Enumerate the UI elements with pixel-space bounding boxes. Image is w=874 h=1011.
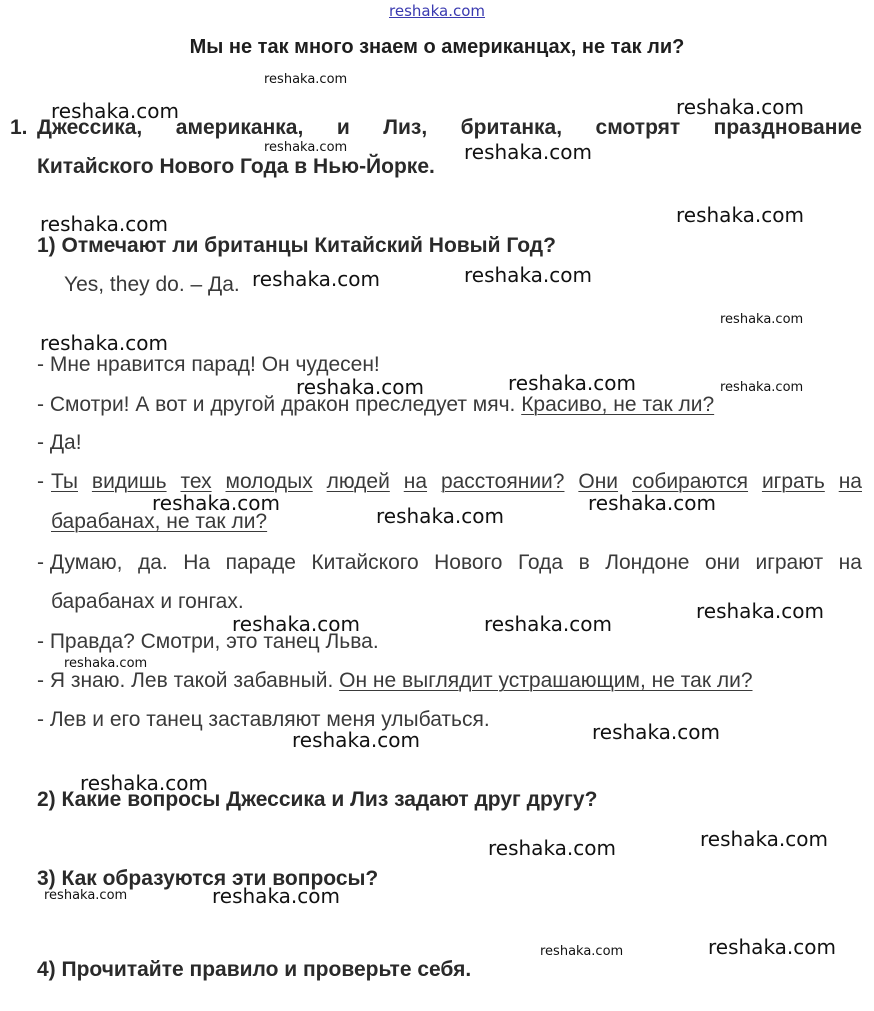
word: на <box>403 470 428 493</box>
watermark: reshaka.com <box>508 371 636 395</box>
word: Китайского <box>311 551 419 574</box>
intro-word: американка, <box>175 116 304 139</box>
dialogue-line-3: - Да! <box>37 431 82 454</box>
dialogue-line-7 <box>37 669 753 693</box>
word: Года <box>517 551 564 574</box>
word: они <box>704 551 740 574</box>
dialogue-line-6: - Правда? Смотри, это танец Льва. <box>37 630 379 653</box>
watermark: reshaka.com <box>676 203 804 227</box>
watermark: reshaka.com <box>464 140 592 164</box>
word: Лондоне <box>605 551 690 574</box>
watermark: reshaka.com <box>51 99 179 123</box>
watermark: reshaka.com <box>708 935 836 959</box>
word: расстоянии? <box>440 470 565 493</box>
dialogue-line-5-cont: барабанах и гонгах. <box>51 590 244 613</box>
word: людей <box>326 470 390 493</box>
word: в <box>578 551 590 574</box>
task-number: 1. <box>10 116 28 139</box>
dialogue-line-8: - Лев и его танец заставляют меня улыбаться. <box>37 708 490 731</box>
watermark: reshaka.com <box>484 612 612 636</box>
site-header-link[interactable]: reshaka.com <box>389 2 485 20</box>
word: на <box>838 470 862 493</box>
watermark: reshaka.com <box>44 888 128 903</box>
watermark: reshaka.com <box>292 728 420 752</box>
word: играть <box>761 470 825 493</box>
question-2: 2) Какие вопросы Джессика и Лиз задают друг другу? <box>37 788 598 811</box>
watermark: reshaka.com <box>152 491 280 515</box>
watermark: reshaka.com <box>296 375 424 399</box>
watermark: reshaka.com <box>40 331 168 355</box>
intro-word: и <box>336 116 350 139</box>
dialogue-line-4-cont: барабанах, не так ли? <box>51 510 268 533</box>
question-1: 1) Отмечают ли британцы Китайский Новый Год? <box>37 234 556 257</box>
word: Нового <box>434 551 503 574</box>
page-title: Мы не так много знаем о американцах, не так ли? <box>189 36 685 58</box>
dialogue-line-1: - Мне нравится парад! Он чудесен! <box>37 353 380 376</box>
word: играют <box>755 551 824 574</box>
watermark: reshaka.com <box>40 212 168 236</box>
word: на <box>838 551 862 574</box>
watermark: reshaka.com <box>588 491 716 515</box>
watermark: reshaka.com <box>80 771 208 795</box>
watermark: reshaka.com <box>676 95 804 119</box>
intro-word: Лиз, <box>383 116 428 139</box>
dialogue-text: - Смотри! А вот и другой дракон преследует мяч. <box>37 393 522 416</box>
word: Они <box>578 470 619 493</box>
word: да. <box>137 551 168 574</box>
question-4: 4) Прочитайте правило и проверьте себя. <box>37 958 472 981</box>
word: - Думаю, <box>37 551 123 574</box>
word: молодых <box>225 470 313 493</box>
intro-word: Джессика, <box>37 116 143 139</box>
word: видишь <box>91 470 167 493</box>
watermark: reshaka.com <box>696 599 824 623</box>
answer-1: Yes, they do. – Да. <box>64 273 240 296</box>
watermark: reshaka.com <box>232 612 360 636</box>
question-3: 3) Как образуются эти вопросы? <box>37 867 379 890</box>
dialogue-text: - Я знаю. Лев такой забавный. <box>37 669 340 692</box>
watermark: reshaka.com <box>464 263 592 287</box>
word: тех <box>180 470 212 493</box>
watermark: reshaka.com <box>252 267 380 291</box>
watermark: reshaka.com <box>592 720 720 744</box>
tag-question-underlined: Красиво, не так ли? <box>521 393 715 416</box>
watermark: reshaka.com <box>700 827 828 851</box>
word: Ты <box>51 470 78 493</box>
watermark: reshaka.com <box>264 72 348 87</box>
watermark: reshaka.com <box>64 656 148 671</box>
watermark: reshaka.com <box>488 836 616 860</box>
word: собираются <box>631 470 749 493</box>
dialogue-line-5 <box>37 551 862 575</box>
watermark: reshaka.com <box>376 504 504 528</box>
watermark: reshaka.com <box>720 312 804 327</box>
intro-word: британка, <box>460 116 563 139</box>
intro-word: смотрят <box>595 116 681 139</box>
intro-word: празднование <box>713 116 862 139</box>
tag-question-underlined: Он не выглядит устрашающим, не так ли? <box>339 669 753 692</box>
dialogue-dash: - <box>37 470 44 493</box>
word: параде <box>225 551 296 574</box>
watermark: reshaka.com <box>212 884 340 908</box>
watermark: reshaka.com <box>540 944 624 959</box>
word: На <box>183 551 211 574</box>
task-intro-line-2: Китайского Нового Года в Нью-Йорке. <box>37 155 435 178</box>
watermark: reshaka.com <box>264 140 348 155</box>
watermark: reshaka.com <box>720 380 804 395</box>
